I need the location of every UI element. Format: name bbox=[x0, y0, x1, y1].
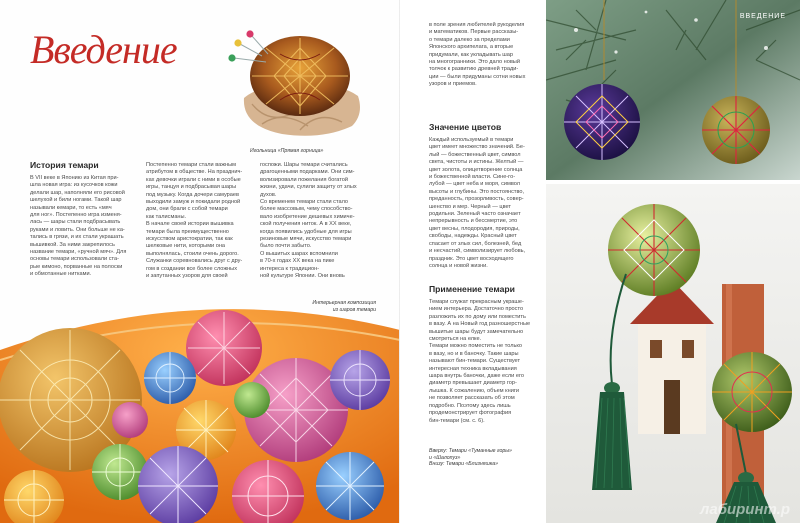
usage-heading: Применение темари bbox=[429, 284, 515, 294]
colors-text-line: цвет имеет множество значений. Бе- bbox=[429, 144, 525, 151]
pine-ornaments-illustration bbox=[546, 0, 800, 180]
column-3-text-line: интереса к традицион- bbox=[260, 265, 320, 272]
column-3-text bbox=[260, 162, 370, 281]
history-text-line: руками и ловить. Они больше не ка- bbox=[30, 226, 125, 233]
usage-text-line: вышитые шары будут замечательно bbox=[429, 328, 524, 335]
usage-text-line: смотреться на елке. bbox=[429, 336, 482, 343]
usage-text-line: в вазу, но и в баночку. Такие шары bbox=[429, 350, 519, 357]
colors-text-line: шенство и мер. Черный — цвет bbox=[429, 203, 511, 210]
pincushion-photo bbox=[222, 14, 368, 144]
column-3-text-line: резиновые мячи, искусство темари bbox=[260, 236, 352, 243]
usage-text-line: не позволяет рассказать об этом bbox=[429, 395, 515, 402]
photo-caption bbox=[429, 448, 549, 468]
bowl-caption-line: из шаров темари bbox=[332, 306, 376, 313]
column-2-text-line: игры, танцуя и подбрасывая шары bbox=[146, 184, 237, 191]
column-2-text-line: искусством аристократии, так как bbox=[146, 236, 233, 243]
photo-caption-line: Внизу: Темари «Близняшка» bbox=[429, 461, 499, 468]
history-text-line: название темари, «ручной мяч». Для bbox=[30, 249, 127, 256]
pincushion-illustration bbox=[222, 14, 368, 144]
column-2-text-line: В начале своей истории вышивка bbox=[146, 221, 234, 228]
column-3-text-line: когда появились удобные для игры bbox=[260, 228, 352, 235]
usage-text-line: Темари можно поместить не только bbox=[429, 343, 523, 350]
intro-text-line: толчок к развитию древней тради- bbox=[429, 66, 519, 73]
column-2-text bbox=[146, 162, 250, 281]
usage-text-line: называют бин-темари. Существует bbox=[429, 358, 521, 365]
column-2-text-line: темари была преимущественно bbox=[146, 228, 229, 235]
colors-text bbox=[429, 137, 543, 270]
usage-section bbox=[429, 284, 543, 425]
colors-text-line: цвет золота, олицетворение солнца bbox=[429, 166, 523, 173]
usage-text-line: Темари служат прекрасным украше- bbox=[429, 299, 524, 305]
history-text-line: рые кимоно, порванные на полоски bbox=[30, 263, 123, 270]
colors-text-line: лый — божественный цвет, символ bbox=[429, 151, 521, 158]
column-3-text-line: более массовым, чему способство- bbox=[260, 206, 353, 213]
column-2-text-line: выходили замуж и покидали родной bbox=[146, 199, 241, 206]
bowl-caption-line: Интерьерная композиция bbox=[312, 300, 376, 306]
usage-text-line: лышка. К сожалению, объем книги bbox=[429, 387, 519, 394]
colors-text-line: свободы, надежды. Красный цвет bbox=[429, 233, 517, 240]
column-3-text-line: госпожи. Шары темари считались bbox=[260, 162, 348, 168]
column-3-text-line: драгоценными подарками. Они сим- bbox=[260, 169, 355, 176]
colors-heading: Значение цветов bbox=[429, 122, 502, 132]
colors-text-line: непрерывность и бессмертие, это bbox=[429, 218, 518, 225]
column-2-text-line: гом в создании все более сложных bbox=[146, 265, 237, 272]
temari-bowl-photo bbox=[0, 290, 400, 523]
page-title: Введение bbox=[30, 27, 177, 72]
history-text-line: В VII веке в Японию из Китая при- bbox=[30, 175, 119, 181]
usage-text-line: шара внутрь баночки, даже если его bbox=[429, 373, 525, 380]
colors-text-line: и несчастий, символизирует любовь, bbox=[429, 248, 526, 255]
house-tassels-illustration bbox=[546, 184, 800, 523]
column-3-text-line: О вышитых шарах вспомнили bbox=[260, 250, 338, 257]
colors-text-line: света, чистоты и истины. Желтый — bbox=[429, 159, 524, 166]
history-text-line: шла новая игра: из кусочков кожи bbox=[30, 182, 118, 189]
intro-text-line: ции — были придуманы сотни новых bbox=[429, 73, 526, 80]
column-2-text-line: Постепенно темари стали важным bbox=[146, 162, 236, 168]
usage-text-line: разложить их по дому или поместить bbox=[429, 313, 526, 320]
colors-text-line: спасает от злых сил, болезней, бед bbox=[429, 240, 522, 247]
history-text-line: шелухой и били ногами. Такой шар bbox=[30, 197, 122, 204]
usage-text-line: нием интерьера. Достаточно просто bbox=[429, 306, 524, 313]
column-2-text-line: под музыку. Когда дочери самураев bbox=[146, 191, 239, 198]
column-3-text-line: в 70-х годах XX века на пике bbox=[260, 258, 335, 265]
history-text-line: делали шар, наполняли его рисовой bbox=[30, 189, 125, 196]
usage-text-line: бин-темари (см. с. 6). bbox=[429, 417, 485, 424]
intro-text-line: узоров и приемов. bbox=[429, 81, 477, 88]
column-3-text-line: Со временем темари стали стало bbox=[260, 199, 349, 206]
column-2-text-line: и запутанных узоров для своей bbox=[146, 273, 228, 280]
colors-text-line: Каждый используемый в темари bbox=[429, 137, 514, 143]
column-3-text-line: жизни, удачи, сулили защиту от злых bbox=[260, 184, 357, 191]
history-text-line: тались в грязи, и их стали украшать bbox=[30, 234, 124, 241]
history-heading: История темари bbox=[30, 160, 99, 170]
column-3-text-line: ской получения ниток. А в XX веке, bbox=[260, 221, 352, 228]
history-text-line: называли кемари, то есть «мяч bbox=[30, 204, 112, 211]
section-header-label: ВВЕДЕНИЕ bbox=[739, 13, 786, 20]
colors-text-line: цвет весны, плодородия, природы, bbox=[429, 225, 520, 232]
column-2-text-line: шелковые нити, которыми она bbox=[146, 243, 226, 250]
intro-text-line: о темари далеко за пределами bbox=[429, 36, 510, 43]
intro-text-line: в поле зрения любителей рукоделия bbox=[429, 22, 525, 28]
column-2-text-line: атрибутом в обществе. На празднич- bbox=[146, 169, 243, 176]
right-page bbox=[400, 0, 800, 523]
usage-text-line: продемонстрирует фотография bbox=[429, 410, 512, 417]
photo-caption-line: и «Шалопуз» bbox=[429, 454, 461, 461]
history-text-line: и обмотанные нитками. bbox=[30, 271, 92, 278]
intro-text bbox=[429, 22, 541, 89]
pincushion-caption: Игольница «Прямая горница» bbox=[250, 148, 324, 154]
history-text bbox=[30, 175, 132, 279]
watermark: лабиринт.р bbox=[700, 501, 790, 518]
column-2-text-line: выполнялась, стоили очень дорого. bbox=[146, 250, 239, 257]
temari-bowl-illustration bbox=[0, 290, 400, 523]
column-3-text-line: ной культуре Японии. Они вновь bbox=[260, 273, 345, 280]
colors-text-line: преданность, прозорливость, совер- bbox=[429, 196, 524, 203]
colors-text-line: высоты и глубины. Это постоянство, bbox=[429, 188, 525, 195]
column-2-text-line: ках девочки играли с ними в особые bbox=[146, 176, 241, 183]
intro-text-line: придумали, как укладывать шар bbox=[429, 51, 514, 58]
history-text-line: для ног». Постепенно игра изменя- bbox=[30, 212, 122, 219]
intro-text-line: Японского архипелага, а вторые bbox=[429, 44, 514, 51]
colors-text-line: родильни. Зеленый часто означает bbox=[429, 211, 521, 218]
column-3-text-line: вало изобретение дешевых химиче- bbox=[260, 213, 355, 220]
house-tassels-photo bbox=[546, 184, 800, 523]
history-section bbox=[30, 160, 132, 279]
column-2-text-line: как талисманы. bbox=[146, 213, 187, 220]
colors-text-line: праздник. Это цвет восходящего bbox=[429, 255, 514, 262]
column-2-text-line: Служанки соревновались друг с дру- bbox=[146, 258, 243, 265]
usage-text-line: интересная техника вкладывания bbox=[429, 365, 517, 372]
column-3-text-line: духов. bbox=[260, 191, 277, 198]
colors-text-line: и божественной власти. Сине-го- bbox=[429, 174, 516, 181]
history-text-line: основы темари использовали ста- bbox=[30, 256, 119, 263]
usage-text-line: подробно. Поэтому здесь лишь bbox=[429, 402, 511, 409]
usage-text-line: в вазу. А на Новый год разношерстные bbox=[429, 321, 531, 328]
colors-text-line: солнца и новой жизни. bbox=[429, 262, 488, 269]
intro-text-line: и математиков. Первые рассказы- bbox=[429, 29, 519, 36]
pine-ornaments-photo bbox=[546, 0, 800, 180]
colors-text-line: лубой — цвет неба и моря, символ bbox=[429, 181, 521, 188]
usage-text bbox=[429, 299, 543, 425]
intro-text-line: на многогранники. Это дало новый bbox=[429, 59, 520, 66]
column-2-text-line: дом, они брали с собой темари bbox=[146, 206, 228, 213]
history-text-line: лась — шары стали подбрасывать bbox=[30, 219, 121, 226]
photo-caption-line: Вверху: Темари «Туманные горы» bbox=[429, 448, 512, 454]
column-3-text-line: было почти забыто. bbox=[260, 243, 312, 250]
column-3-text-line: волизировали пожелания богатой bbox=[260, 176, 349, 183]
colors-section bbox=[429, 122, 543, 270]
usage-text-line: диаметр превышает диаметр гор- bbox=[429, 380, 517, 387]
history-text-line: вышивкой. За ними закрепилось bbox=[30, 241, 115, 248]
